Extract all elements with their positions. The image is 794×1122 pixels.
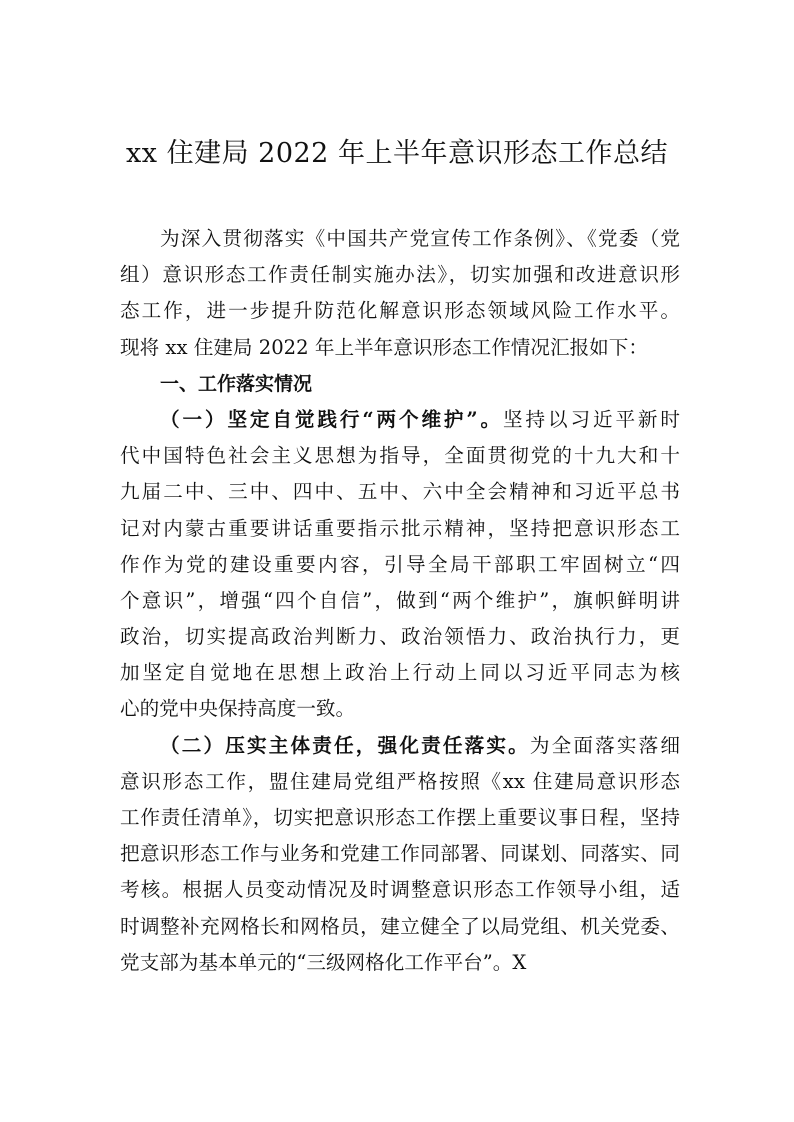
intro-paragraph — [120, 221, 680, 366]
paragraph-2 — [120, 728, 680, 981]
intro-line: 组）意识形态工作责任制实施办法》，切实加强和改进意识形 — [120, 263, 680, 287]
paragraph-2-first-line — [120, 728, 680, 764]
intro-line: 态工作，进一步提升防范化解意识形态领域风险工作水平。 — [120, 299, 680, 323]
document-title: xx 住建局 2022 年上半年意识形态工作总结 — [126, 138, 668, 169]
paragraph-1-line: 心的党中央保持高度一致。 — [120, 697, 356, 721]
paragraph-1-line: 个意识”，增强“四个自信”，做到“两个维护”，旗帜鲜明讲 — [120, 588, 680, 612]
paragraph-1-line: 政治，切实提高政治判断力、政治领悟力、政治执行力，更 — [120, 625, 680, 649]
paragraph-1-line: 代中国特色社会主义思想为指导，全面贯彻党的十九大和十 — [120, 444, 680, 468]
paragraph-2-line: 把意识形态工作与业务和党建工作同部署、同谋划、同落实、同 — [120, 842, 680, 866]
paragraph-1-first-line — [120, 402, 680, 438]
paragraph-1-line: 加坚定自觉地在思想上政治上行动上同以习近平同志为核 — [120, 661, 680, 685]
paragraph-2-lead: （二）压实主体责任，强化责任落实。 — [160, 733, 530, 757]
paragraph-1-line: 九届二中、三中、四中、五中、六中全会精神和习近平总书 — [120, 480, 680, 504]
paragraph-1-line: 记对内蒙古重要讲话重要指示批示精神，坚持把意识形态工 — [120, 516, 680, 540]
paragraph-2-line: 时调整补充网格长和网格员，建立健全了以局党组、机关党委、 — [120, 914, 680, 938]
paragraph-2-first-rest: 为全面落实落细 — [529, 733, 681, 757]
paragraph-1-line: 作作为党的建设重要内容，引导全局干部职工牢固树立“四 — [120, 552, 680, 576]
intro-line: 现将 xx 住建局 2022 年上半年意识形态工作情况汇报如下： — [120, 335, 648, 359]
paragraph-2-line: 工作责任清单》，切实把意识形态工作摆上重要议事日程，坚持 — [120, 806, 680, 829]
paragraph-2-line: 意识形态工作，盟住建局党组严格按照《xx 住建局意识形态 — [120, 769, 680, 793]
intro-line: 为深入贯彻落实《中国共产党宣传工作条例》、《党委（党 — [160, 227, 680, 250]
section-heading: 一、工作落实情况 — [160, 372, 313, 395]
paragraph-1-lead: （一）坚定自觉践行“两个维护”。 — [160, 407, 504, 431]
paragraph-1 — [120, 402, 680, 728]
document-body — [120, 221, 680, 981]
paragraph-1-first-rest: 坚持以习近平新时 — [503, 407, 681, 431]
paragraph-2-line: 党支部为基本单元的“三级网格化工作平台”。X — [120, 950, 527, 974]
paragraph-2-line: 考核。根据人员变动情况及时调整意识形态工作领导小组，适 — [120, 878, 680, 902]
